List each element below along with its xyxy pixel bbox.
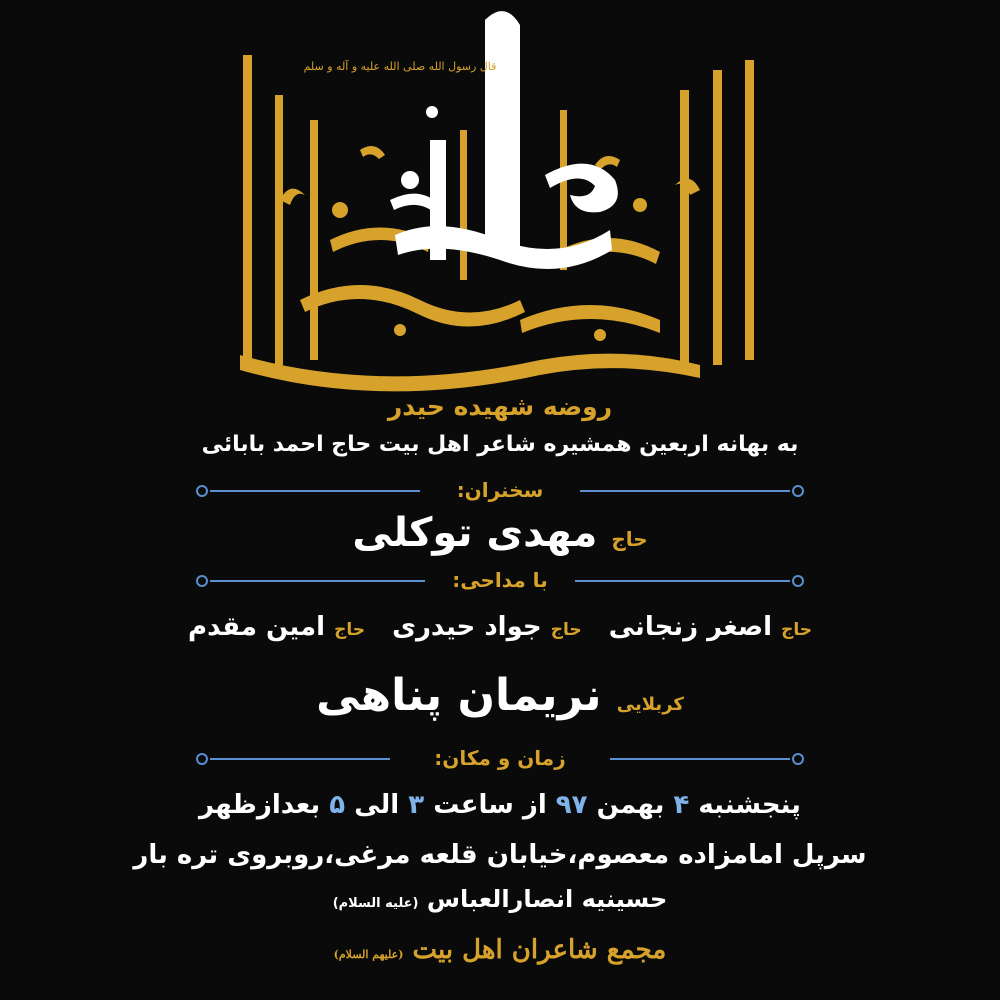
- schedule-divider: [190, 748, 810, 770]
- eulogist-1-title: حاج: [781, 620, 812, 640]
- schedule-heading: زمان و مکان:: [434, 746, 566, 770]
- venue-honorific: (علیه السلام): [332, 896, 419, 911]
- organizer-honorific: (علیهم السلام): [333, 948, 404, 961]
- venue-name: حسینیه انصارالعباس: [426, 885, 668, 913]
- featured-eulogist-title: کربلایی: [616, 694, 684, 715]
- event-occasion: به بهانه اربعین همشیره شاعر اهل بیت حاج احمد بابائی: [201, 432, 799, 457]
- eulogist-3-name: امین مقدم: [188, 612, 326, 642]
- speaker-line: [0, 510, 1000, 556]
- schedule-day: پنجشنبه: [698, 790, 801, 820]
- eulogists-divider: [190, 570, 810, 592]
- schedule-address: سرپل امامزاده معصوم،خیابان قلعه مرغی،روبروی تره بار: [133, 840, 867, 870]
- schedule-end-hour: ۵: [329, 790, 346, 820]
- hadith-header: قال رسول الله صلی الله علیه و آله و سلم: [303, 60, 497, 73]
- featured-eulogist-name: نریمان پناهی: [316, 670, 602, 721]
- schedule-to: الی: [354, 790, 400, 820]
- schedule-date-day: ۴: [673, 790, 690, 820]
- schedule-year: ۹۷: [555, 790, 588, 820]
- eulogists-line: [0, 612, 1000, 642]
- organizer-line: [0, 935, 1000, 965]
- organizer-name: مجمع شاعران اهل بیت: [412, 935, 667, 965]
- eulogist-1-name: اصغر زنجانی: [608, 612, 772, 642]
- venue-line: [0, 885, 1000, 913]
- speaker-name: مهدی توکلی: [352, 510, 598, 556]
- schedule-month: بهمن: [596, 790, 665, 820]
- eulogist-2-title: حاج: [550, 620, 582, 640]
- event-title: روضه شهیده حیدر: [387, 392, 613, 421]
- eulogists-heading: با مداحی:: [452, 568, 548, 592]
- schedule-afternoon: بعدازظهر: [199, 790, 321, 820]
- schedule-start-hour: ۳: [408, 790, 425, 820]
- eulogist-2-name: جواد حیدری: [392, 612, 542, 642]
- speaker-title: حاج: [611, 527, 648, 551]
- featured-eulogist-line: [0, 670, 1000, 721]
- speakers-divider: [190, 480, 810, 502]
- eulogist-3-title: حاج: [334, 620, 365, 640]
- schedule-from: از ساعت: [433, 790, 547, 820]
- schedule-time-line: [0, 790, 1000, 820]
- speakers-heading: سخنران:: [456, 478, 544, 502]
